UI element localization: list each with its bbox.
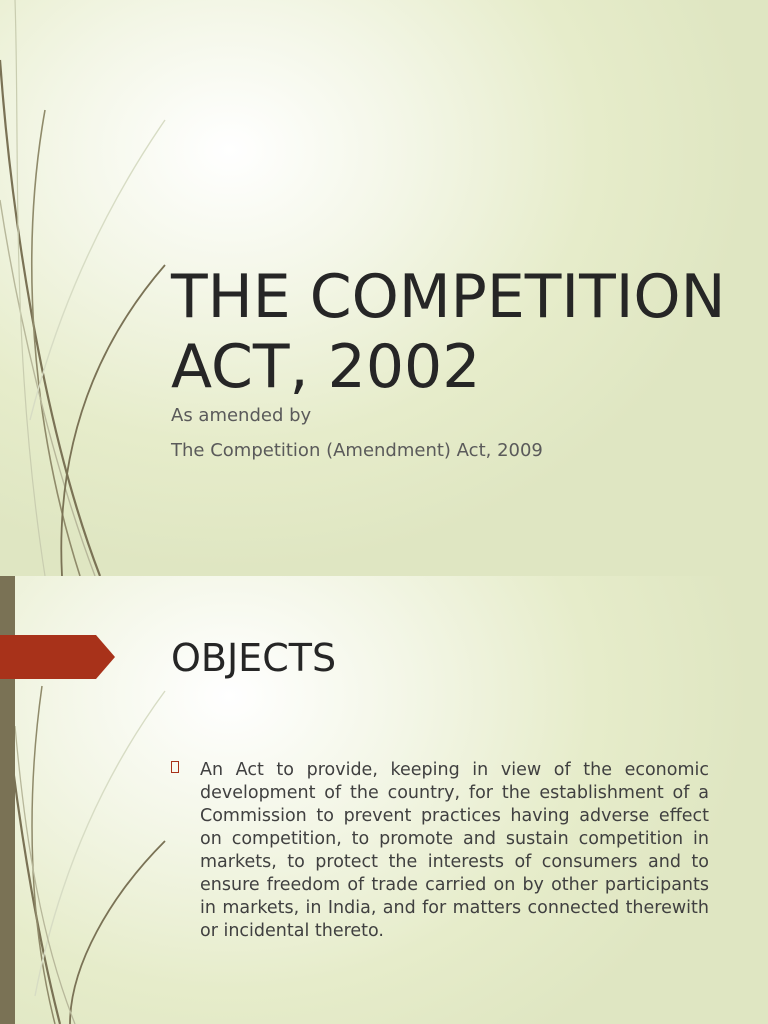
objects-title: OBJECTS: [171, 636, 337, 680]
slide-title: [171, 262, 751, 402]
list-item: [171, 759, 709, 943]
bullet-text: An Act to provide, keeping in view of the economic development of the country, for the establishment of a Commission to prevent practices having adverse effect on competition, to promote and sustain competition in markets, to protect the interests of consumers and to ensure freedom of trade carried on by other participants in markets, in India, and for matters connected therewith or incidental thereto.: [200, 760, 709, 941]
bullet-arrow-icon: [171, 761, 179, 773]
objects-slide: [0, 576, 768, 1024]
subtitle-line-1: As amended by: [171, 405, 312, 426]
title-line-1: THE COMPETITION: [171, 262, 726, 332]
accent-arrow-icon: [0, 635, 115, 679]
title-line-2: ACT, 2002: [171, 332, 481, 402]
subtitle-line-2: The Competition (Amendment) Act, 2009: [171, 440, 543, 461]
swirl-decoration: [0, 0, 200, 576]
